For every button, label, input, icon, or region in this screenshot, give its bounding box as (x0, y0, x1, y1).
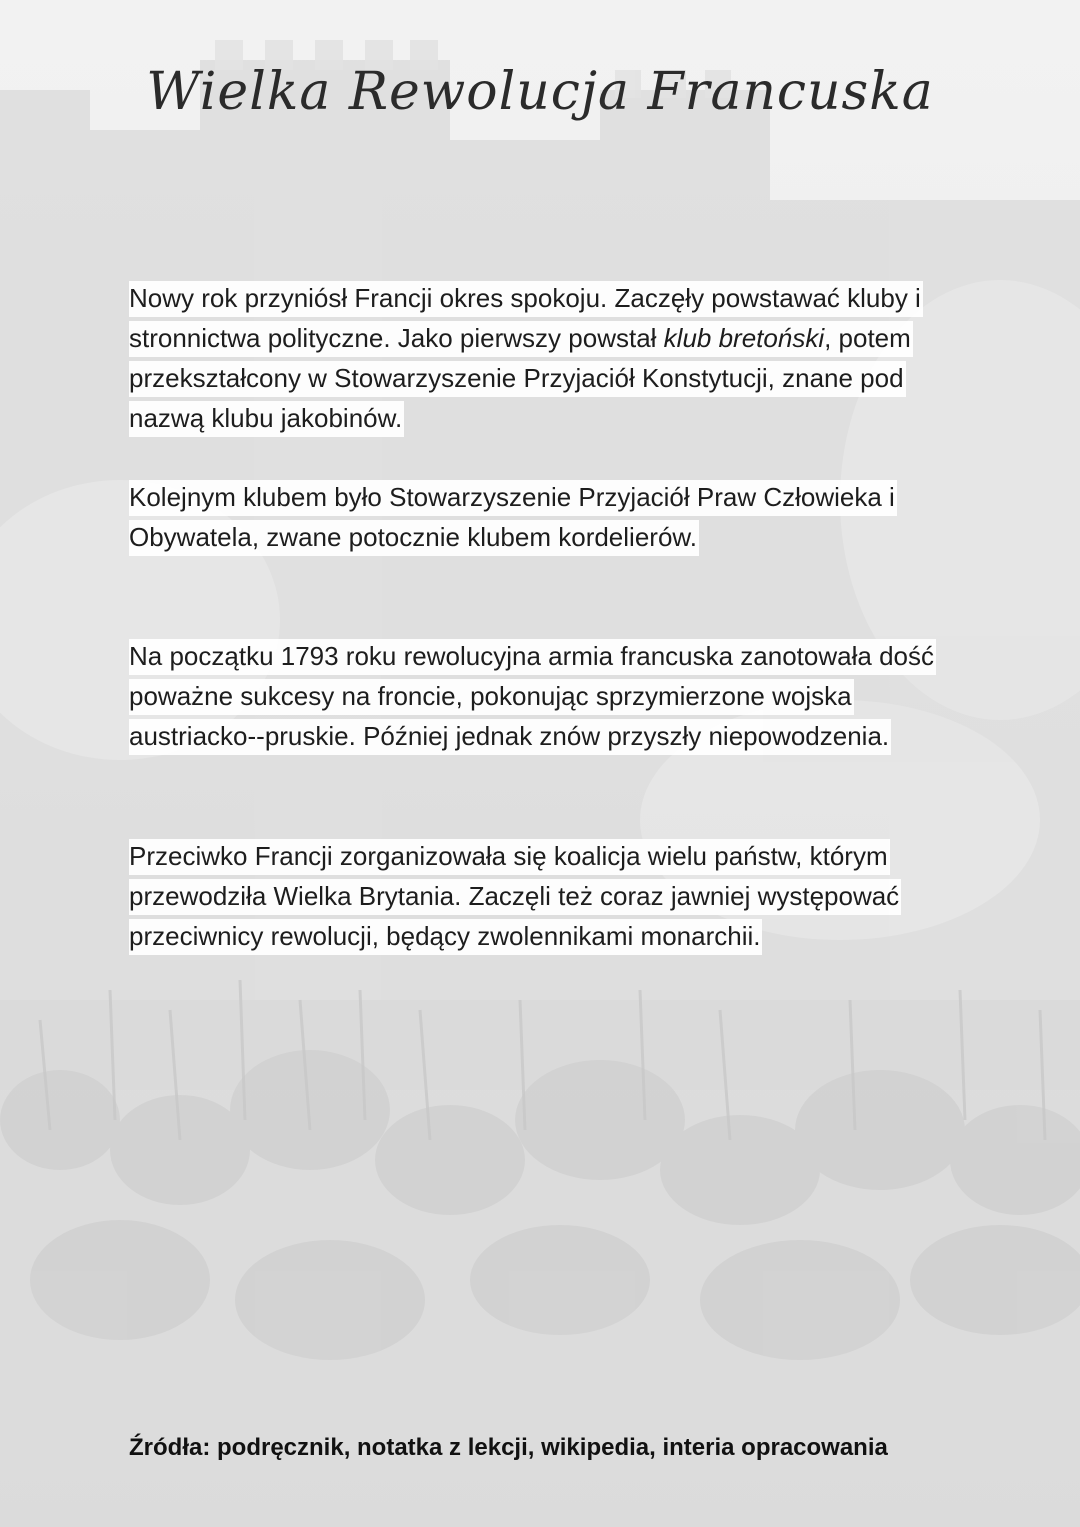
paragraph-cordeliers (129, 477, 959, 557)
paragraph-army-1793 (129, 636, 959, 756)
paragraph-clubs-italic: klub bretoński (663, 323, 825, 353)
page-title: Wielka Rewolucja Francuska (146, 62, 934, 122)
paragraph-coalition (129, 836, 959, 956)
paragraph-clubs-highlight (129, 281, 923, 437)
paragraph-army-1793-text: Na początku 1793 roku rewolucyjna armia francuska zanotowała dość poważne sukcesy na froncie, pokonując sprzymierzone wojska austriacko--pruskie. Później jednak znów przyszły niepowodzenia. (129, 639, 936, 755)
paragraph-coalition-text: Przeciwko Francji zorganizowała się koalicja wielu państw, którym przewodziła Wielka Brytania. Zaczęli też coraz jawniej występować przeciwnicy rewolucji, będący zwolennikami monarchii. (129, 839, 901, 955)
paragraph-clubs (129, 278, 959, 438)
paragraph-clubs-text-start: Nowy rok przyniósł Francji okres spokoju. Zaczęły powstawać kluby i stronnictwa polityczne. Jako pierwszy powstał (129, 283, 921, 353)
paragraph-cordeliers-text: Kolejnym klubem było Stowarzyszenie Przyjaciół Praw Człowieka i Obywatela, zwane potocznie klubem kordelierów. (129, 480, 897, 556)
sources-line: Źródła: podręcznik, notatka z lekcji, wikipedia, interia opracowania (129, 1434, 888, 1461)
paragraph-clubs-text-end: , potem przekształcony w Stowarzyszenie Przyjaciół Konstytucji, znane pod nazwą klubu jakobinów. (129, 323, 911, 433)
